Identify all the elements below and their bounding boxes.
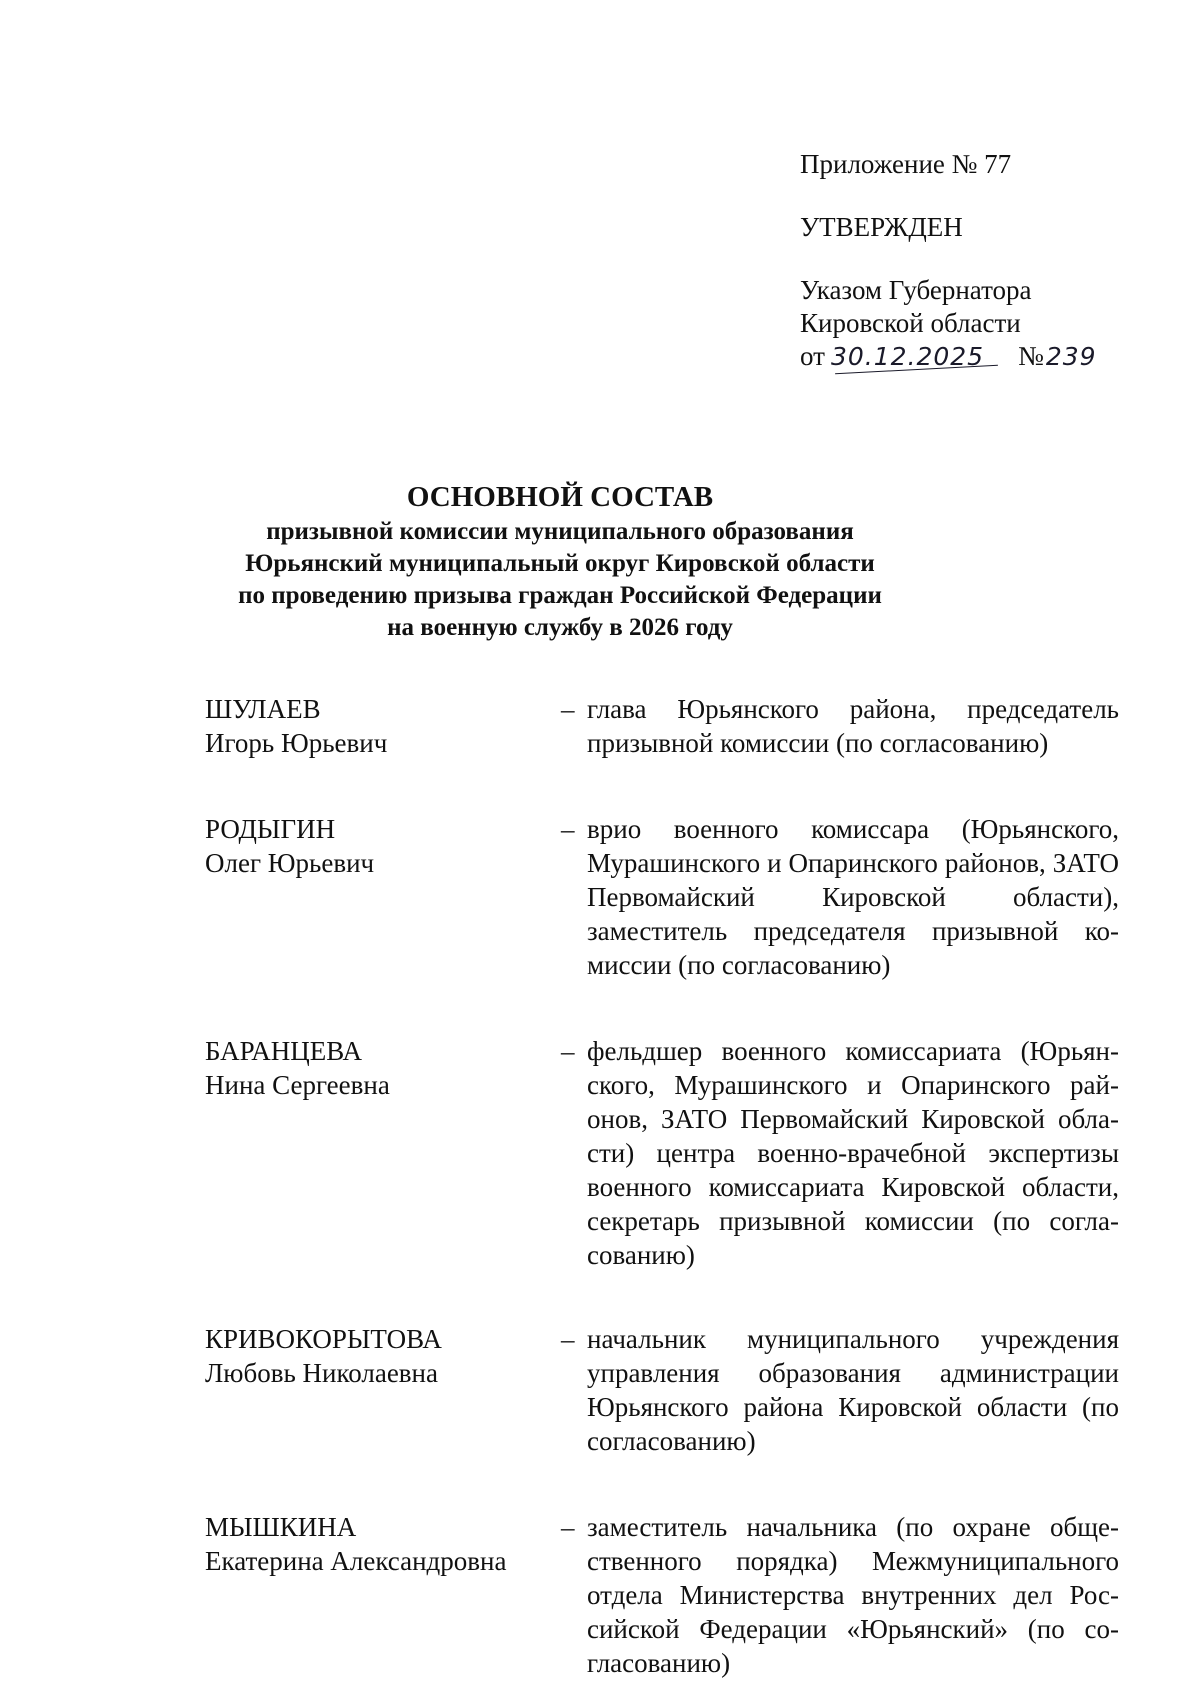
member-given-name: Любовь Николаевна bbox=[205, 1358, 438, 1388]
member-role: фельдшер военного комиссариата (Юрьянского, Мурашинского и Опаринского районов, ЗАТО Первомайский Кировской области) центра военно-врачебной экспертизы военного комиссариата Кировской области, секретарь призывной комиссии (по согласованию) bbox=[587, 1036, 1119, 1270]
title-line-3: по проведению призыва граждан Российской Федерации bbox=[238, 582, 882, 609]
member-surname: РОДЫГИН bbox=[205, 814, 336, 844]
member-given-name: Олег Юрьевич bbox=[205, 848, 375, 878]
approved-label: УТВЕРЖДЕН bbox=[800, 212, 963, 242]
member-given-name: Екатерина Александровна bbox=[205, 1546, 507, 1576]
member-role: заместитель начальника (по охране общественного порядка) Межмуниципального отдела Министерства внутренних дел Российской Федерации «Юрьянский» (по согласованию) bbox=[587, 1512, 1119, 1678]
member-surname: БАРАНЦЕВА bbox=[205, 1036, 363, 1066]
member-dash: – bbox=[561, 1036, 575, 1066]
approval-stamp-block bbox=[800, 148, 1160, 373]
member-name bbox=[205, 812, 525, 880]
handwritten-date: 30.12.2025 bbox=[830, 342, 985, 371]
member-name bbox=[205, 1510, 525, 1578]
member-given-name: Нина Сергеевна bbox=[205, 1070, 390, 1100]
member-dash: – bbox=[561, 694, 575, 724]
title-line-4: на военную службу в 2026 году bbox=[387, 614, 733, 641]
member-dash: – bbox=[561, 1324, 575, 1354]
member-surname: КРИВОКОРЫТОВА bbox=[205, 1324, 442, 1354]
member-entry bbox=[205, 1510, 1125, 1680]
document-title: ОСНОВНОЙ СОСТАВ bbox=[406, 481, 714, 513]
member-role: врио военного комиссара (Юрьянского, Мурашинского и Опаринского районов, ЗАТО Первомайский Кировской области), заместитель председателя призывной комиссии (по согласованию) bbox=[587, 814, 1119, 980]
member-entry bbox=[205, 692, 1125, 760]
member-entry bbox=[205, 1034, 1125, 1272]
number-prefix: № bbox=[1018, 341, 1044, 371]
member-name bbox=[205, 1322, 525, 1390]
member-surname: МЫШКИНА bbox=[205, 1512, 357, 1542]
member-given-name: Игорь Юрьевич bbox=[205, 728, 388, 758]
member-name bbox=[205, 1034, 525, 1102]
member-dash: – bbox=[561, 814, 575, 844]
member-entry bbox=[205, 812, 1125, 982]
appendix-number: Приложение № 77 bbox=[800, 149, 1012, 179]
member-role: глава Юрьянского района, председатель призывной комиссии (по согласованию) bbox=[587, 694, 1119, 758]
decree-date-number-row bbox=[800, 340, 1160, 373]
member-surname: ШУЛАЕВ bbox=[205, 694, 321, 724]
decree-line-1: Указом Губернатора bbox=[800, 275, 1032, 305]
member-name bbox=[205, 692, 525, 760]
document-title-block bbox=[200, 478, 920, 644]
decree-line-2: Кировской области bbox=[800, 308, 1021, 338]
member-entry bbox=[205, 1322, 1125, 1458]
title-line-1: призывной комиссии муниципального образования bbox=[266, 518, 854, 545]
member-role: начальник муниципального учреждения управления образования администрации Юрьянского района Кировской области (по согласованию) bbox=[587, 1324, 1119, 1456]
member-dash: – bbox=[561, 1512, 575, 1542]
title-line-2: Юрьянский муниципальный округ Кировской области bbox=[245, 550, 875, 577]
handwritten-number: 239 bbox=[1045, 342, 1097, 371]
from-prefix: от bbox=[800, 341, 825, 371]
member-list bbox=[205, 692, 1125, 1680]
